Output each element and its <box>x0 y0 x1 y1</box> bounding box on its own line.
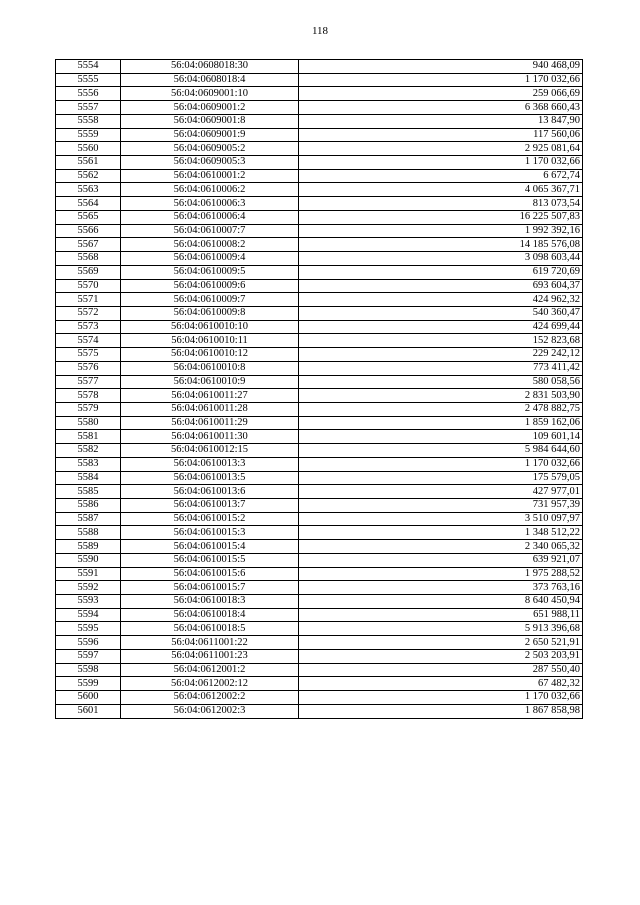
cadastral-value-cell: 1 992 392,16 <box>299 224 583 238</box>
cadastral-value-cell: 1 348 512,22 <box>299 526 583 540</box>
cadastral-number-cell: 56:04:0610007:7 <box>121 224 299 238</box>
row-number-cell: 5590 <box>56 553 121 567</box>
cadastral-number-cell: 56:04:0610011:28 <box>121 402 299 416</box>
cadastral-number-cell: 56:04:0610010:8 <box>121 361 299 375</box>
cadastral-value-cell: 16 225 507,83 <box>299 210 583 224</box>
row-number-cell: 5601 <box>56 704 121 718</box>
row-number-cell: 5555 <box>56 73 121 87</box>
table-row <box>56 512 583 526</box>
table-row <box>56 128 583 142</box>
row-number-cell: 5593 <box>56 595 121 609</box>
cadastral-value-cell: 3 510 097,97 <box>299 512 583 526</box>
cadastral-number-cell: 56:04:0609001:9 <box>121 128 299 142</box>
table-row <box>56 334 583 348</box>
row-number-cell: 5597 <box>56 649 121 663</box>
table-row <box>56 649 583 663</box>
cadastral-number-cell: 56:04:0610018:4 <box>121 608 299 622</box>
cadastral-value-cell: 14 185 576,08 <box>299 238 583 252</box>
table-row <box>56 457 583 471</box>
row-number-cell: 5558 <box>56 114 121 128</box>
table-row <box>56 361 583 375</box>
table-row <box>56 142 583 156</box>
cadastral-number-cell: 56:04:0610010:10 <box>121 320 299 334</box>
table-row <box>56 485 583 499</box>
table-row <box>56 691 583 705</box>
cadastral-number-cell: 56:04:0609001:2 <box>121 101 299 115</box>
cadastral-number-cell: 56:04:0609001:8 <box>121 114 299 128</box>
cadastral-value-cell: 540 360,47 <box>299 306 583 320</box>
table-row <box>56 499 583 513</box>
cadastral-number-cell: 56:04:0610006:3 <box>121 197 299 211</box>
cadastral-value-cell: 427 977,01 <box>299 485 583 499</box>
cadastral-number-cell: 56:04:0610001:2 <box>121 169 299 183</box>
cadastral-value-cell: 940 468,09 <box>299 60 583 74</box>
row-number-cell: 5576 <box>56 361 121 375</box>
table-row <box>56 608 583 622</box>
row-number-cell: 5565 <box>56 210 121 224</box>
table-row <box>56 60 583 74</box>
cadastral-number-cell: 56:04:0611001:23 <box>121 649 299 663</box>
row-number-cell: 5554 <box>56 60 121 74</box>
cadastral-number-cell: 56:04:0610009:8 <box>121 306 299 320</box>
row-number-cell: 5568 <box>56 252 121 266</box>
row-number-cell: 5596 <box>56 636 121 650</box>
row-number-cell: 5598 <box>56 663 121 677</box>
cadastral-value-cell: 5 913 396,68 <box>299 622 583 636</box>
row-number-cell: 5559 <box>56 128 121 142</box>
cadastral-value-cell: 1 975 288,52 <box>299 567 583 581</box>
cadastral-number-cell: 56:04:0610013:7 <box>121 499 299 513</box>
cadastral-number-cell: 56:04:0610015:2 <box>121 512 299 526</box>
cadastral-value-cell: 1 170 032,66 <box>299 73 583 87</box>
row-number-cell: 5575 <box>56 348 121 362</box>
cadastral-number-cell: 56:04:0610015:3 <box>121 526 299 540</box>
table-row <box>56 416 583 430</box>
cadastral-value-cell: 2 478 882,75 <box>299 402 583 416</box>
page-number: 118 <box>311 25 329 37</box>
table-row <box>56 197 583 211</box>
row-number-cell: 5567 <box>56 238 121 252</box>
cadastral-value-cell: 3 098 603,44 <box>299 252 583 266</box>
cadastral-number-cell: 56:04:0610015:6 <box>121 567 299 581</box>
cadastral-value-cell: 424 699,44 <box>299 320 583 334</box>
cadastral-value-cell: 67 482,32 <box>299 677 583 691</box>
table-row <box>56 320 583 334</box>
cadastral-value-cell: 580 058,56 <box>299 375 583 389</box>
row-number-cell: 5589 <box>56 540 121 554</box>
table-row <box>56 663 583 677</box>
row-number-cell: 5562 <box>56 169 121 183</box>
cadastral-value-cell: 424 962,32 <box>299 293 583 307</box>
row-number-cell: 5569 <box>56 265 121 279</box>
table-row <box>56 238 583 252</box>
table-row <box>56 114 583 128</box>
cadastral-number-cell: 56:04:0610006:4 <box>121 210 299 224</box>
table-row <box>56 389 583 403</box>
cadastral-value-cell: 175 579,05 <box>299 471 583 485</box>
cadastral-value-cell: 152 823,68 <box>299 334 583 348</box>
cadastral-value-cell: 2 831 503,90 <box>299 389 583 403</box>
cadastral-number-cell: 56:04:0610010:11 <box>121 334 299 348</box>
row-number-cell: 5571 <box>56 293 121 307</box>
cadastral-value-table <box>55 59 583 719</box>
table-row <box>56 444 583 458</box>
table-row <box>56 252 583 266</box>
table-row <box>56 183 583 197</box>
cadastral-number-cell: 56:04:0612002:2 <box>121 691 299 705</box>
cadastral-value-cell: 117 560,06 <box>299 128 583 142</box>
row-number-cell: 5583 <box>56 457 121 471</box>
table-row <box>56 526 583 540</box>
row-number-cell: 5588 <box>56 526 121 540</box>
cadastral-number-cell: 56:04:0609005:3 <box>121 156 299 170</box>
row-number-cell: 5599 <box>56 677 121 691</box>
table-row <box>56 169 583 183</box>
cadastral-number-cell: 56:04:0610011:29 <box>121 416 299 430</box>
row-number-cell: 5557 <box>56 101 121 115</box>
cadastral-number-cell: 56:04:0610009:5 <box>121 265 299 279</box>
cadastral-value-cell: 6 368 660,43 <box>299 101 583 115</box>
table-row <box>56 471 583 485</box>
row-number-cell: 5582 <box>56 444 121 458</box>
cadastral-value-cell: 639 921,07 <box>299 553 583 567</box>
row-number-cell: 5600 <box>56 691 121 705</box>
row-number-cell: 5556 <box>56 87 121 101</box>
cadastral-number-cell: 56:04:0610006:2 <box>121 183 299 197</box>
row-number-cell: 5572 <box>56 306 121 320</box>
cadastral-number-cell: 56:04:0610013:6 <box>121 485 299 499</box>
cadastral-number-cell: 56:04:0612002:12 <box>121 677 299 691</box>
row-number-cell: 5560 <box>56 142 121 156</box>
cadastral-value-cell: 813 073,54 <box>299 197 583 211</box>
cadastral-value-cell: 109 601,14 <box>299 430 583 444</box>
table-row <box>56 677 583 691</box>
cadastral-value-cell: 2 503 203,91 <box>299 649 583 663</box>
table-row <box>56 265 583 279</box>
cadastral-number-cell: 56:04:0609005:2 <box>121 142 299 156</box>
table-row <box>56 553 583 567</box>
row-number-cell: 5563 <box>56 183 121 197</box>
table-row <box>56 430 583 444</box>
cadastral-number-cell: 56:04:0610008:2 <box>121 238 299 252</box>
table-row <box>56 540 583 554</box>
row-number-cell: 5580 <box>56 416 121 430</box>
cadastral-value-cell: 1 859 162,06 <box>299 416 583 430</box>
cadastral-number-cell: 56:04:0610018:5 <box>121 622 299 636</box>
cadastral-value-cell: 229 242,12 <box>299 348 583 362</box>
cadastral-number-cell: 56:04:0610013:5 <box>121 471 299 485</box>
table-row <box>56 567 583 581</box>
row-number-cell: 5570 <box>56 279 121 293</box>
cadastral-number-cell: 56:04:0610015:5 <box>121 553 299 567</box>
row-number-cell: 5581 <box>56 430 121 444</box>
cadastral-number-cell: 56:04:0610013:3 <box>121 457 299 471</box>
row-number-cell: 5585 <box>56 485 121 499</box>
cadastral-value-cell: 619 720,69 <box>299 265 583 279</box>
cadastral-value-cell: 4 065 367,71 <box>299 183 583 197</box>
cadastral-value-cell: 2 925 081,64 <box>299 142 583 156</box>
row-number-cell: 5587 <box>56 512 121 526</box>
table-row <box>56 595 583 609</box>
row-number-cell: 5591 <box>56 567 121 581</box>
table-row <box>56 581 583 595</box>
cadastral-number-cell: 56:04:0610015:7 <box>121 581 299 595</box>
table-row <box>56 279 583 293</box>
cadastral-value-cell: 2 650 521,91 <box>299 636 583 650</box>
table-row <box>56 375 583 389</box>
cadastral-value-cell: 373 763,16 <box>299 581 583 595</box>
cadastral-value-cell: 2 340 065,32 <box>299 540 583 554</box>
table-row <box>56 636 583 650</box>
cadastral-number-cell: 56:04:0610009:4 <box>121 252 299 266</box>
row-number-cell: 5573 <box>56 320 121 334</box>
cadastral-number-cell: 56:04:0609001:10 <box>121 87 299 101</box>
cadastral-number-cell: 56:04:0610012:15 <box>121 444 299 458</box>
table-row <box>56 622 583 636</box>
row-number-cell: 5564 <box>56 197 121 211</box>
cadastral-value-cell: 693 604,37 <box>299 279 583 293</box>
cadastral-number-cell: 56:04:0610011:30 <box>121 430 299 444</box>
table-row <box>56 402 583 416</box>
cadastral-value-cell: 1 170 032,66 <box>299 457 583 471</box>
table-body <box>56 60 583 719</box>
cadastral-value-cell: 1 170 032,66 <box>299 156 583 170</box>
table-row <box>56 704 583 718</box>
table-row <box>56 210 583 224</box>
cadastral-number-cell: 56:04:0612002:3 <box>121 704 299 718</box>
cadastral-number-cell: 56:04:0610010:12 <box>121 348 299 362</box>
table-row <box>56 73 583 87</box>
cadastral-value-cell: 259 066,69 <box>299 87 583 101</box>
cadastral-value-cell: 1 867 858,98 <box>299 704 583 718</box>
row-number-cell: 5566 <box>56 224 121 238</box>
cadastral-number-cell: 56:04:0610015:4 <box>121 540 299 554</box>
cadastral-number-cell: 56:04:0610009:7 <box>121 293 299 307</box>
table-row <box>56 101 583 115</box>
cadastral-value-cell: 1 170 032,66 <box>299 691 583 705</box>
cadastral-number-cell: 56:04:0608018:4 <box>121 73 299 87</box>
row-number-cell: 5584 <box>56 471 121 485</box>
table-row <box>56 293 583 307</box>
table-row <box>56 306 583 320</box>
cadastral-number-cell: 56:04:0612001:2 <box>121 663 299 677</box>
row-number-cell: 5578 <box>56 389 121 403</box>
cadastral-value-cell: 8 640 450,94 <box>299 595 583 609</box>
cadastral-value-cell: 773 411,42 <box>299 361 583 375</box>
table-row <box>56 87 583 101</box>
cadastral-number-cell: 56:04:0610009:6 <box>121 279 299 293</box>
row-number-cell: 5595 <box>56 622 121 636</box>
row-number-cell: 5592 <box>56 581 121 595</box>
cadastral-value-cell: 651 988,11 <box>299 608 583 622</box>
row-number-cell: 5594 <box>56 608 121 622</box>
row-number-cell: 5574 <box>56 334 121 348</box>
cadastral-number-cell: 56:04:0610018:3 <box>121 595 299 609</box>
table-row <box>56 224 583 238</box>
row-number-cell: 5579 <box>56 402 121 416</box>
cadastral-value-cell: 13 847,90 <box>299 114 583 128</box>
cadastral-value-cell: 287 550,40 <box>299 663 583 677</box>
table-row <box>56 348 583 362</box>
cadastral-number-cell: 56:04:0611001:22 <box>121 636 299 650</box>
cadastral-number-cell: 56:04:0610010:9 <box>121 375 299 389</box>
row-number-cell: 5586 <box>56 499 121 513</box>
table-row <box>56 156 583 170</box>
cadastral-value-cell: 5 984 644,60 <box>299 444 583 458</box>
cadastral-number-cell: 56:04:0608018:30 <box>121 60 299 74</box>
cadastral-value-cell: 6 672,74 <box>299 169 583 183</box>
row-number-cell: 5577 <box>56 375 121 389</box>
cadastral-value-cell: 731 957,39 <box>299 499 583 513</box>
row-number-cell: 5561 <box>56 156 121 170</box>
cadastral-number-cell: 56:04:0610011:27 <box>121 389 299 403</box>
